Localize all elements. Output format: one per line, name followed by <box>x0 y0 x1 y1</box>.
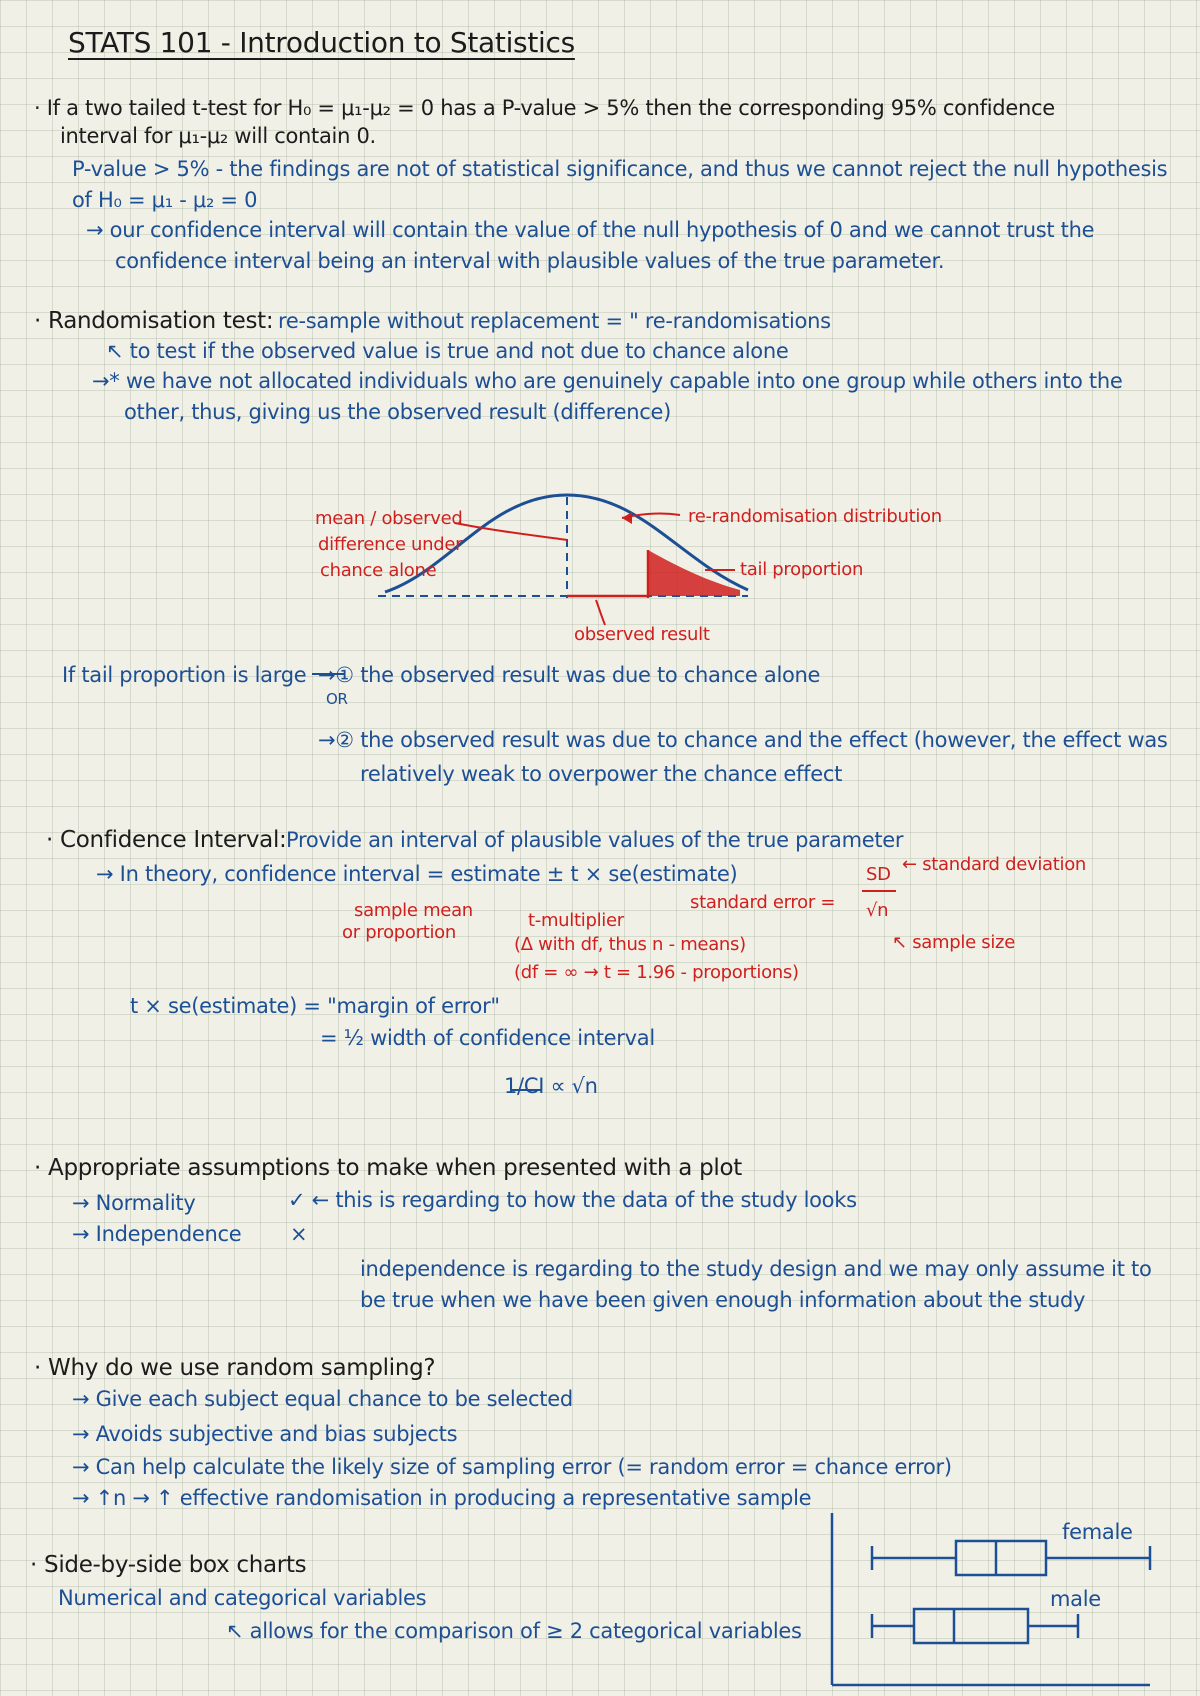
note-line: re-sample without replacement = " re-randomisations <box>278 309 831 333</box>
diagram-label-mean: chance alone <box>320 560 437 581</box>
note-line: P-value > 5% - the findings are not of statistical significance, and thus we cannot reject the null hypothesis <box>72 157 1168 181</box>
tmult-label: t-multiplier <box>528 910 624 931</box>
note-line: ↖ allows for the comparison of ≥ 2 categorical variables <box>226 1619 802 1643</box>
note-line: = ½ width of confidence interval <box>320 1026 655 1050</box>
formula: 1/CI ∝ √n <box>504 1074 598 1098</box>
note-line: →② the observed result was due to chance and the effect (however, the effect was <box>318 728 1168 752</box>
male-box <box>914 1609 1028 1643</box>
sd-label: ← standard deviation <box>902 854 1087 875</box>
note-line: ✓ ← this is regarding to how the data of the study looks <box>288 1188 857 1212</box>
note-line: If tail proportion is large <box>62 663 307 687</box>
boxplot-label-male: male <box>1050 1587 1101 1611</box>
tmult-label: (Δ with df, thus n - means) <box>514 934 746 955</box>
note-line: be true when we have been given enough information about the study <box>360 1288 1086 1312</box>
note-line: → Avoids subjective and bias subjects <box>72 1422 458 1446</box>
section-heading: · Confidence Interval: <box>46 827 287 853</box>
note-line: → In theory, confidence interval = estimate ± t × se(estimate) <box>96 862 738 886</box>
tmult-label: (df = ∞ → t = 1.96 - proportions) <box>514 962 799 983</box>
se-label: standard error = <box>690 892 836 913</box>
diagram-label-mean: difference under <box>318 534 463 555</box>
note-line: → Normality <box>72 1191 196 1215</box>
note-line: other, thus, giving us the observed result (difference) <box>124 400 671 424</box>
note-line: Provide an interval of plausible values of the true parameter <box>286 828 904 852</box>
section-heading: · Side-by-side box charts <box>30 1552 307 1578</box>
cross-mark: × <box>290 1222 308 1246</box>
note-line: → ↑n → ↑ effective randomisation in producing a representative sample <box>72 1486 812 1510</box>
section-heading: · Appropriate assumptions to make when presented with a plot <box>34 1155 742 1181</box>
note-line: → Can help calculate the likely size of sampling error (= random error = chance error) <box>72 1455 952 1479</box>
sd-numerator: SD <box>866 864 891 885</box>
note-line: t × se(estimate) = "margin of error" <box>130 994 500 1018</box>
note-line: confidence interval being an interval with plausible values of the true parameter. <box>115 249 945 273</box>
diagram-label-observed: observed result <box>574 624 710 645</box>
mean-label: or proportion <box>342 922 456 943</box>
diagram-label-tail: tail proportion <box>740 559 864 580</box>
note-line: interval for μ₁-μ₂ will contain 0. <box>60 124 376 148</box>
note-line: · If a two tailed t-test for H₀ = μ₁-μ₂ = 0 has a P-value > 5% then the corresponding 95% confidence <box>34 96 1055 120</box>
diagram-label-distribution: re-randomisation distribution <box>688 506 942 527</box>
note-line: relatively weak to overpower the chance effect <box>360 762 843 786</box>
note-line: → Give each subject equal chance to be selected <box>72 1387 573 1411</box>
note-line: →① the observed result was due to chance alone <box>318 663 821 687</box>
sample-size-label: ↖ sample size <box>892 932 1015 953</box>
boxplot-label-female: female <box>1062 1520 1133 1544</box>
arrowhead <box>622 512 632 524</box>
section-heading: · Why do we use random sampling? <box>34 1355 436 1381</box>
mean-label: sample mean <box>354 900 473 921</box>
section-heading: · Randomisation test: <box>34 308 274 334</box>
page-title: STATS 101 - Introduction to Statistics <box>68 26 575 59</box>
note-line: →* we have not allocated individuals who are genuinely capable into one group while others into the <box>92 369 1123 393</box>
diagram-label-mean: mean / observed <box>315 508 463 529</box>
or-label: OR <box>326 690 348 708</box>
note-line: independence is regarding to the study design and we may only assume it to <box>360 1257 1152 1281</box>
sd-denominator: √n <box>866 900 889 921</box>
note-line: ↖ to test if the observed value is true and not due to chance alone <box>106 339 789 363</box>
note-line: Numerical and categorical variables <box>58 1586 427 1610</box>
note-line: → our confidence interval will contain the value of the null hypothesis of 0 and we cannot trust the <box>86 218 1095 242</box>
note-line: of H₀ = μ₁ - μ₂ = 0 <box>72 188 258 212</box>
female-box <box>956 1541 1046 1575</box>
note-line: → Independence <box>72 1222 242 1246</box>
mean-arrow <box>455 523 567 540</box>
